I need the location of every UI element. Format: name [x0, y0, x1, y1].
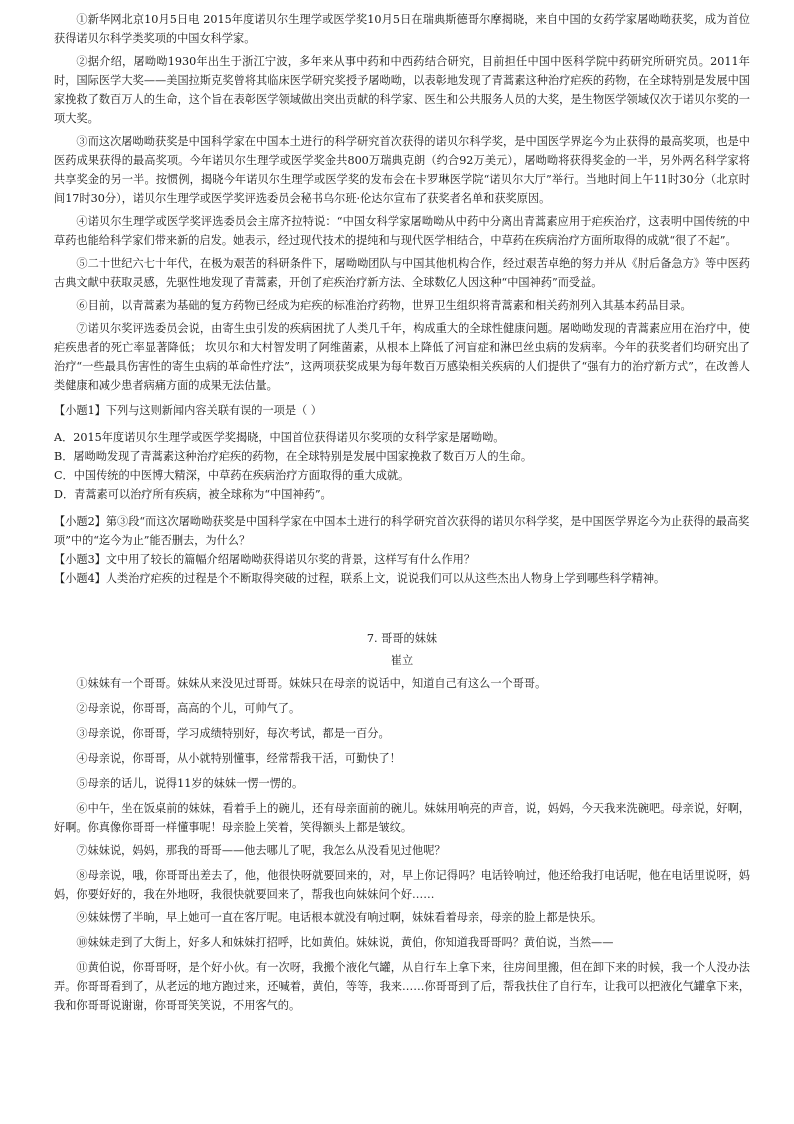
question-1-option-d: D．青蒿素可以治疗所有疾病，被全球称为“中国神药”。 [54, 488, 332, 501]
story-paragraph: ⑤母亲的话儿，说得11岁的妹妹一愣一愣的。 [76, 777, 304, 790]
story-paragraph: ③母亲说，你哥哥，学习成绩特别好，每次考试，都是一百分。 [76, 727, 390, 740]
story-section [54, 628, 750, 1015]
article-section [54, 10, 750, 395]
article-paragraph: ①新华网北京10月5日电 2015年度诺贝尔生理学或医学奖10月5日在瑞典斯德哥尔摩揭晓，来自中国的女药学家屠呦呦获奖，成为首位获得诺贝尔科学类奖项的中国女科学家。 [54, 13, 750, 45]
story-paragraph: ⑨妹妹愣了半晌，早上她可一直在客厅呢。电话根本就没有响过啊，妹妹看着母亲，母亲的脸上都是快乐。 [76, 911, 603, 924]
article-paragraph: ⑤二十世纪六七十年代，在极为艰苦的科研条件下，屠呦呦团队与中国其他机构合作，经过艰苦卓绝的努力并从《肘后备急方》等中医药古典文献中获取灵感，先驱性地发现了青蒿素，开创了疟疾治疗新方法、全球数亿人因这种“中国神药”而受益。 [54, 257, 750, 289]
question-3: 【小题3】文中用了较长的篇幅介绍屠呦呦获得诺贝尔奖的背景，这样写有什么作用？ [54, 553, 476, 566]
question-1-option-a: A．2015年度诺贝尔生理学或医学奖揭晓，中国首位获得诺贝尔奖项的女科学家是屠呦呦。 [54, 431, 505, 444]
question-1-option-c: C．中国传统的中医博大精深，中草药在疾病治疗方面取得的重大成就。 [54, 469, 410, 482]
story-title [54, 628, 750, 650]
question-group [54, 512, 750, 588]
story-paragraph: ②母亲说，你哥哥，高高的个儿，可帅气了。 [76, 702, 301, 715]
question-2: 【小题2】第③段“而这次屠呦呦获奖是中国科学家在中国本土进行的科学研究首次获得的诺贝尔科学奖，是中国医学界迄今为止获得的最高奖项”中的“迄今为止”能否删去，为什么？ [54, 515, 750, 547]
story-number: 7. [366, 632, 378, 645]
article-paragraph: ④诺贝尔生理学或医学奖评选委员会主席齐拉特说：“中国女科学家屠呦呦从中药中分离出青蒿素应用于疟疾治疗，这表明中国传统的中草药也能给科学家们带来新的启发。她表示，经过现代技术的提纯和与现代医学相结合，中草药在疾病治疗方面所取得的成就“很了不起”。 [54, 215, 750, 247]
question-1 [54, 401, 750, 504]
article-paragraph: ②据介绍，屠呦呦1930年出生于浙江宁波，多年来从事中药和中西药结合研究，目前担任中国中医科学院中药研究所研究员。2011年时，国际医学大奖——美国拉斯克奖曾将其临床医学研究奖授予屠呦呦，以表彰地发现了青蒿素这种治疗疟疾的药物，在全球特别是发展中国家挽救了数百万人的生命，这个旨在表彰医学领域做出突出贡献的科学家、医生和公共服务人员的大奖，是生物医学领域仅次于诺贝尔奖的一项大奖。 [54, 55, 750, 125]
story-paragraph: ①妹妹有一个哥哥。妹妹从来没见过哥哥。妹妹只在母亲的说话中，知道自己有这么一个哥哥。 [76, 677, 547, 690]
story-title-text: 哥哥的妹妹 [381, 632, 438, 645]
story-paragraph: ⑦妹妹说，妈妈，那我的哥哥——他去哪儿了呢，我怎么从没看见过他呢？ [76, 844, 446, 857]
article-paragraph: ⑥目前，以青蒿素为基础的复方药物已经成为疟疾的标准治疗药物，世界卫生组织将青蒿素和相关药剂列入其基本药品目录。 [76, 299, 692, 312]
article-paragraph: ⑦诺贝尔奖评选委员会说，由寄生虫引发的疾病困扰了人类几千年，构成重大的全球性健康问题。屠呦呦发现的青蒿素应用在治疗中，使疟疾患者的死亡率显著降低； 坎贝尔和大村智发明了阿维菌素，从根本上降低了河盲症和淋巴丝虫病的发病率。今年的获奖者们均研究出了治疗“一些最具伤害性的寄生虫病的革命性疗法”，这两项获奖成果为每年数百万感染相关疾病的人们提供了“强有力的治疗新方式”，在改善人类健康和减少患者病痛方面的成果无法估量。 [54, 322, 750, 392]
story-author: 崔立 [390, 654, 414, 667]
story-paragraph: ⑪黄伯说，你哥哥呀，是个好小伙。有一次呀，我搬个液化气罐，从自行车上拿下来，往房间里搬，但在卸下来的时候，我一个人没办法弄。你哥哥看到了，从老远的地方跑过来，还喊着，黄伯，等等，我来……你哥哥到了后，帮我扶住了自行车，让我可以把液化气罐拿下来，我和你哥哥说谢谢，你哥哥笑笑说，不用客气的。 [54, 961, 750, 1012]
story-paragraph: ⑧母亲说，哦，你哥哥出差去了，他，他很快呀就要回来的，对，早上你记得吗？电话铃响过，他还给我打电话呢，他在电话里说呀，妈妈，你要好好的，我在外地呀，我很快就要回来了，帮我也向妹妹问个好…… [54, 869, 750, 901]
question-1-stem: 【小题1】下列与这则新闻内容关联有误的一项是（ ） [54, 404, 322, 417]
question-1-option-b: B．屠呦呦发现了青蒿素这种治疗疟疾的药物，在全球特别是发展中国家挽救了数百万人的生命。 [54, 450, 533, 463]
story-paragraph: ⑩妹妹走到了大街上，好多人和妹妹打招呼，比如黄伯。妹妹说，黄伯，你知道我哥哥吗？黄伯说，当然—— [76, 936, 614, 949]
story-paragraph: ⑥中午，坐在饭桌前的妹妹，看着手上的碗儿，还有母亲面前的碗儿。妹妹用响亮的声音，说，妈妈，今天我来洗碗吧。母亲说，好啊，好啊。你真像你哥哥一样懂事呢！母亲脸上笑着，笑得额头上都是皱纹。 [54, 802, 750, 834]
article-paragraph: ③而这次屠呦呦获奖是中国科学家在中国本土进行的科学研究首次获得的诺贝尔科学奖，是中国医学界迄今为止获得的最高奖项，也是中医药成果获得的最高奖项。今年诺贝尔生理学或医学奖金共800万瑞典克朗（约合92万美元），屠呦呦将获得奖金的一半，另外两名科学家将共享奖金的另一半。按惯例，揭晓今年诺贝尔生理学或医学奖的发布会在卡罗琳医学院“诺贝尔大厅”举行。当地时间上午11时30分（北京时间17时30分），诺贝尔生理学或医学奖评选委员会秘书乌尔班·伦达尔宣布了获奖者名单和获奖原因。 [54, 135, 750, 205]
question-4: 【小题4】人类治疗疟疾的过程是个不断取得突破的过程，联系上文，说说我们可以从这些杰出人物身上学到哪些科学精神。 [54, 572, 666, 585]
story-paragraph: ④母亲说，你哥哥，从小就特别懂事，经常帮我干活，可勤快了！ [76, 752, 401, 765]
